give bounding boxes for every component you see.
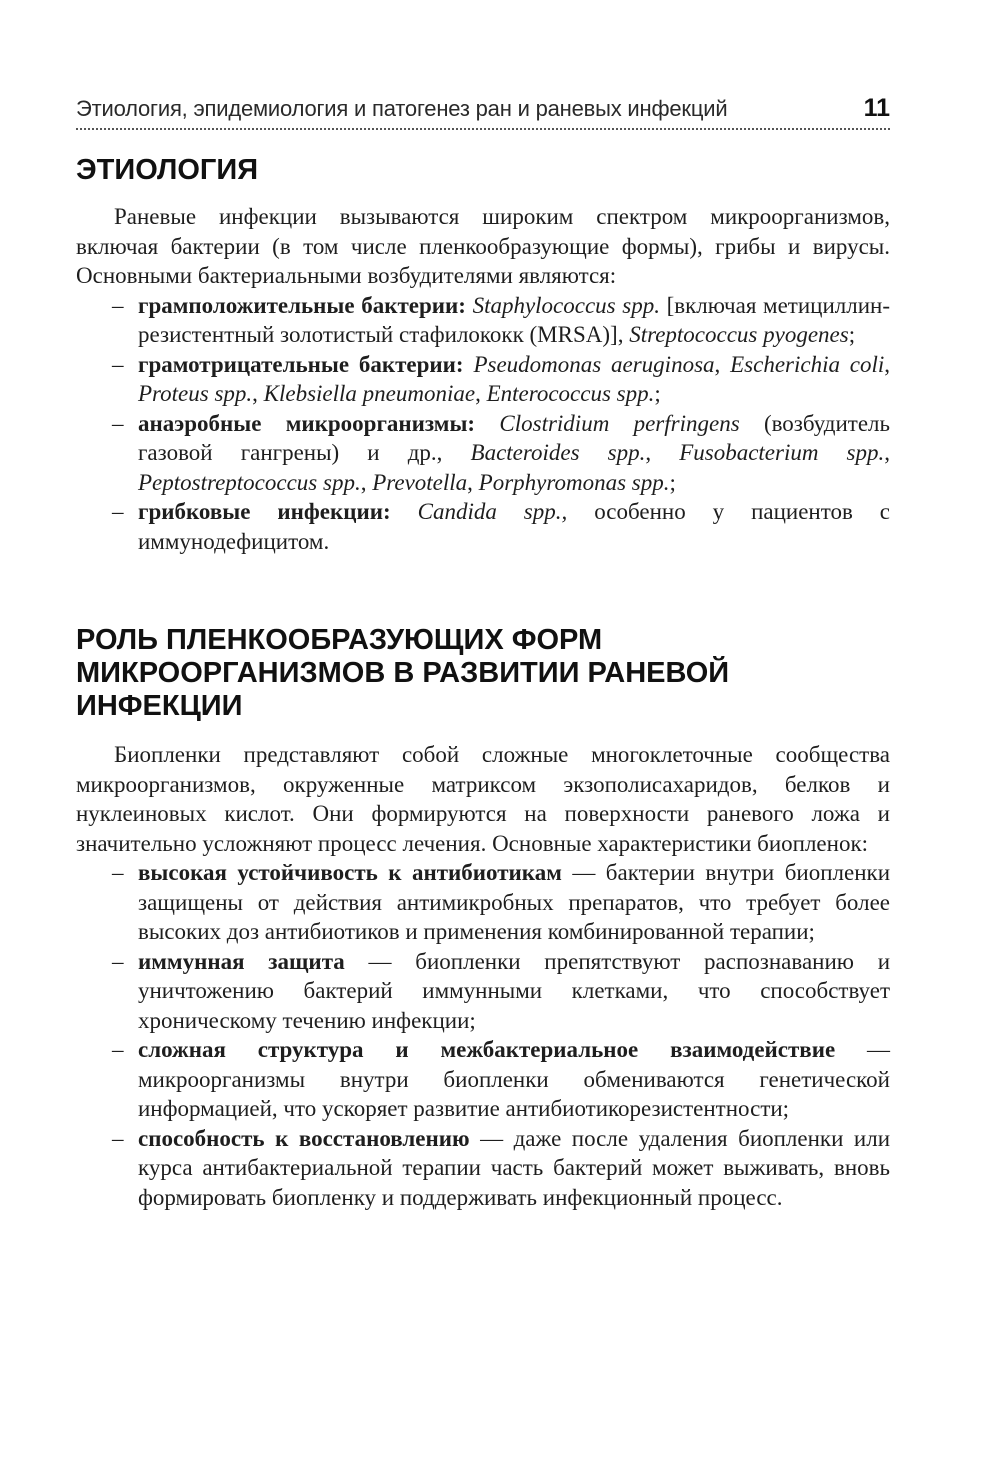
list-item-term: иммунная защита bbox=[138, 948, 345, 974]
page-number: 11 bbox=[863, 94, 890, 122]
list-item-term: грибковые инфекции: bbox=[138, 499, 391, 524]
list-item: – сложная структура и межбактериальное взаимодействие — микроорганизмы внутри биопленки обмениваются генетической информацией, что ускоряет развитие антибиотикорезистентности; bbox=[112, 1037, 890, 1121]
section-biofilm-body bbox=[76, 740, 890, 1212]
running-head-title: Этиология, эпидемиология и патогенез ран и раневых инфекций bbox=[76, 96, 728, 121]
list-item: – грамотрицательные бактерии: Pseudomonas aeruginosa, Escherichia coli, Proteus spp., Klebsiella pneumoniae, Enterococcus spp.; bbox=[112, 351, 891, 406]
list-item: – иммунная защита — биопленки препятствуют распознаванию и уничтожению бактерий иммунными клетками, что способствует хроническому течению инфекции; bbox=[112, 948, 891, 1033]
paragraph-etiology-intro: Раневые инфекции вызываются широким спектром микроорганизмов, включая бактерии (в том числе пленкообразующие формы), грибы и вирусы. Основными бактериальными возбудителями являются: bbox=[76, 204, 890, 288]
running-head bbox=[76, 92, 890, 130]
book-page bbox=[76, 0, 890, 1465]
section-heading-etiology: ЭТИОЛОГИЯ bbox=[76, 154, 259, 186]
pathogen-list bbox=[76, 291, 890, 557]
list-item-term: способность к восстановлению bbox=[138, 1125, 470, 1151]
list-item: – высокая устойчивость к антибиотикам — бактерии внутри биопленки защищены от действия антимикробных препаратов, что требует более высоких доз антибиотиков и применения комбинированной терапии; bbox=[112, 860, 891, 944]
list-item: – анаэробные микроорганизмы: Clostridium perfringens (возбудитель газовой гангрены) и др., Bacteroides spp., Fusobacterium spp., Peptostreptococcus spp., Prevotella, Porphyromonas spp.; bbox=[112, 410, 891, 495]
list-item-term: грамположительные бактерии: bbox=[138, 292, 466, 318]
list-item-term: сложная структура и межбактериальное взаимодействие bbox=[138, 1037, 836, 1062]
list-item: – способность к восстановлению — даже после удаления биопленки или курса антибактериальной терапии часть бактерий может выживать, вновь формировать биопленку и поддерживать инфекционный процесс. bbox=[112, 1125, 891, 1210]
section-heading-biofilm: РОЛЬ ПЛЕНКООБРАЗУЮЩИХ ФОРМ МИКРООРГАНИЗМОВ В РАЗВИТИИ РАНЕВОЙ ИНФЕКЦИИ bbox=[76, 624, 730, 722]
paragraph-biofilm-intro: Биопленки представляют собой сложные многоклеточные сообщества микроорганизмов, окруженные матриксом экзополисахаридов, белков и нуклеиновых кислот. Они формируются на поверхности раневого ложа и значительно усложняют процесс лечения. Основные характеристики биопленок: bbox=[76, 742, 890, 856]
list-item: – грибковые инфекции: Candida spp., особенно у пациентов с иммунодефицитом. bbox=[112, 499, 890, 554]
list-item-term: анаэробные микроорганизмы: bbox=[138, 410, 476, 436]
list-item-term: грамотрицательные бактерии: bbox=[138, 351, 464, 377]
list-item: – грамположительные бактерии: Staphylococcus spp. [включая метициллин-резистентный золотистый стафилококк (MRSA)], Streptococcus pyogenes; bbox=[112, 292, 890, 347]
list-item-term: высокая устойчивость к антибиотикам bbox=[138, 860, 562, 885]
biofilm-characteristics-list bbox=[76, 858, 890, 1212]
section-etiology-body bbox=[76, 202, 890, 556]
